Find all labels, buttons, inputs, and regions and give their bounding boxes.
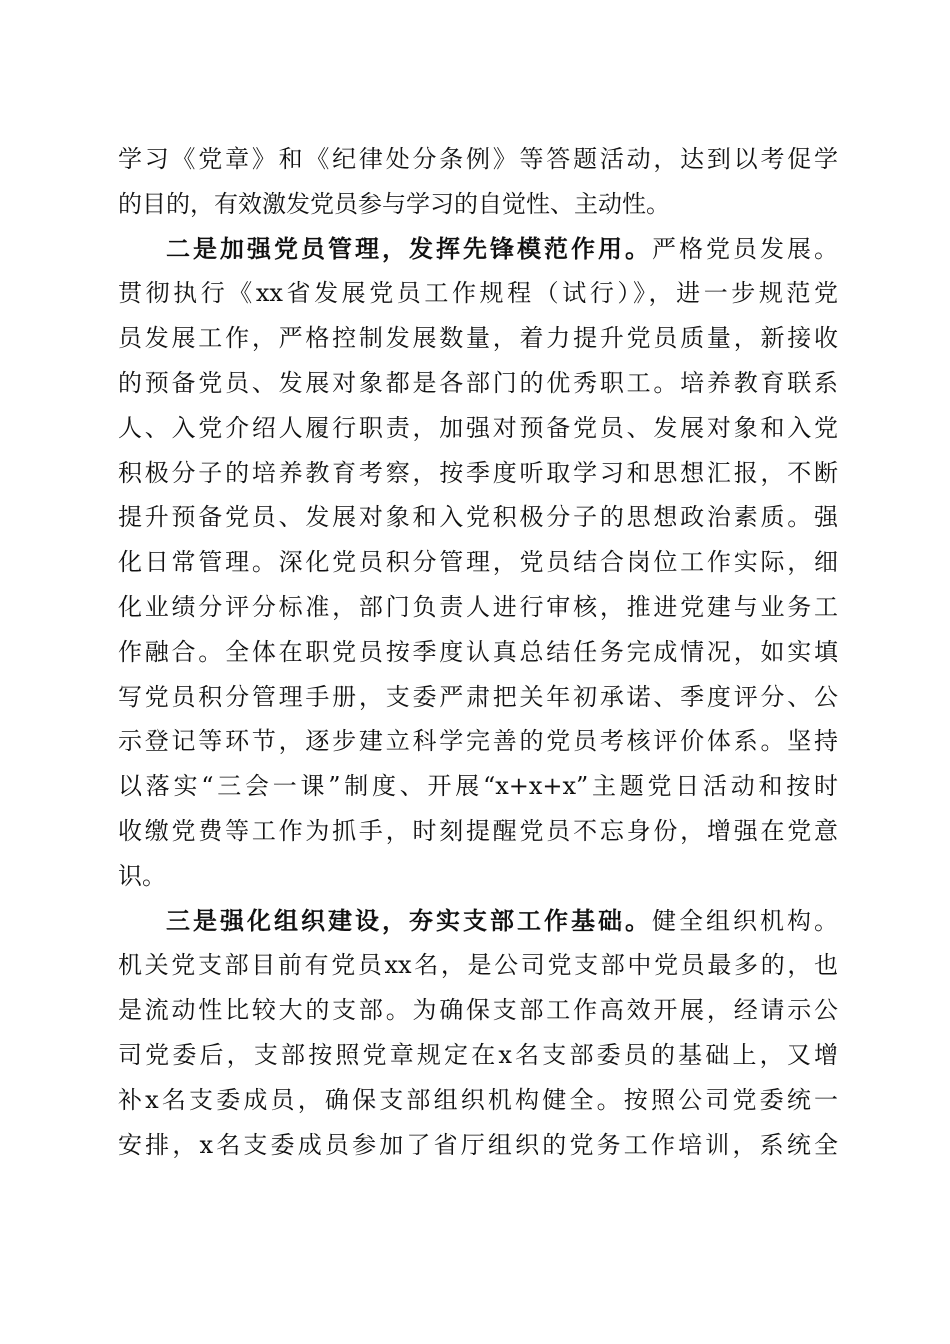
text-line: 化业绩分评分标准，部门负责人进行审核，推进党建与业务工 <box>118 592 838 621</box>
paragraph-first-line <box>118 227 838 272</box>
text-line: 是流动性比较大的支部。为确保支部工作高效开展，经请示公 <box>118 996 838 1025</box>
text-line: 提升预备党员、发展对象和入党积极分子的思想政治素质。强 <box>118 503 838 532</box>
text-line: 作融合。全体在职党员按季度认真总结任务完成情况，如实填 <box>118 637 838 666</box>
paragraph-text: 健全组织机构。 <box>652 906 838 935</box>
paragraph-heading: 二是加强党员管理，发挥先锋模范作用。 <box>166 233 652 263</box>
text-line: 安排，x名支委成员参加了省厅组织的党务工作培训，系统全 <box>118 1130 838 1159</box>
text-line: 识。 <box>118 861 166 890</box>
text-line: 化日常管理。深化党员积分管理，党员结合岗位工作实际，细 <box>118 548 838 577</box>
text-line: 积极分子的培养教育考察，按季度听取学习和思想汇报，不断 <box>118 458 838 487</box>
text-line: 补x名支委成员，确保支部组织机构健全。按照公司党委统一 <box>118 1085 838 1114</box>
paragraph-first-line <box>118 899 838 944</box>
text-line: 司党委后，支部按照党章规定在x名支部委员的基础上，又增 <box>118 1040 838 1069</box>
paragraph-text: 严格党员发展。 <box>652 234 838 263</box>
text-line: 的预备党员、发展对象都是各部门的优秀职工。培养教育联系 <box>118 368 838 397</box>
text-line: 收缴党费等工作为抓手，时刻提醒党员不忘身份，增强在党意 <box>118 816 838 845</box>
text-line: 人、入党介绍人履行职责，加强对预备党员、发展对象和入党 <box>118 413 838 442</box>
text-line: 以落实“三会一课”制度、开展“x+x+x”主题党日活动和按时 <box>118 772 838 801</box>
text-line: 员发展工作，严格控制发展数量，着力提升党员质量，新接收 <box>118 324 838 353</box>
text-line: 的目的，有效激发党员参与学习的自觉性、主动性。 <box>118 189 670 218</box>
paragraph-heading: 三是强化组织建设，夯实支部工作基础。 <box>166 905 652 935</box>
text-line: 写党员积分管理手册，支委严肃把关年初承诺、季度评分、公 <box>118 682 838 711</box>
text-line: 学习《党章》和《纪律处分条例》等答题活动，达到以考促学 <box>118 145 838 173</box>
text-line: 贯彻执行《xx省发展党员工作规程（试行）》，进一步规范党 <box>118 279 838 308</box>
document-body <box>118 137 838 1167</box>
text-line: 机关党支部目前有党员xx名，是公司党支部中党员最多的，也 <box>118 951 838 980</box>
text-line: 示登记等环节，逐步建立科学完善的党员考核评价体系。坚持 <box>118 727 838 756</box>
